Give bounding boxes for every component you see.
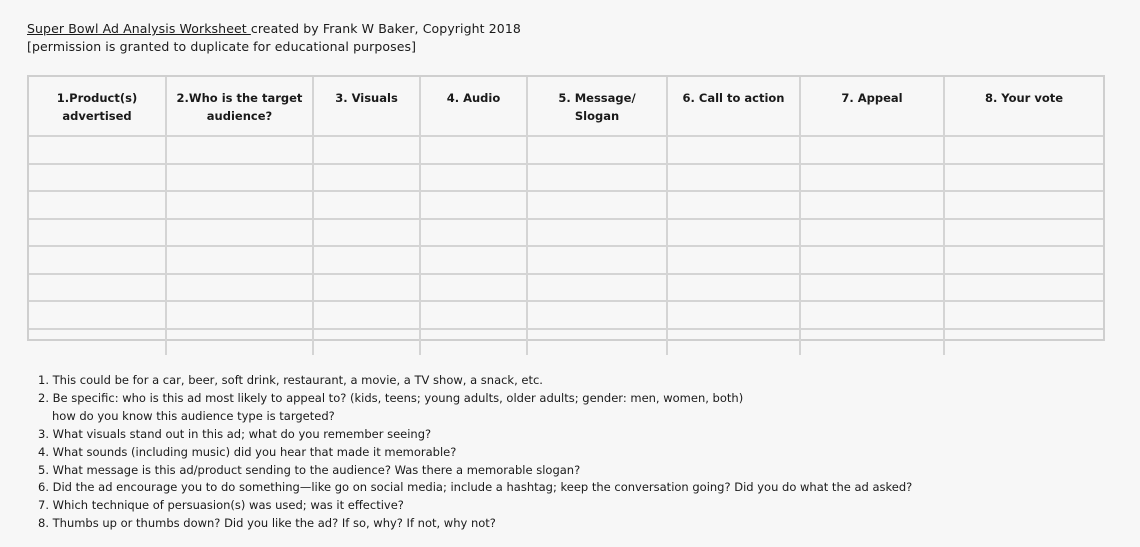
table-cell[interactable]	[944, 301, 1103, 329]
column-header-vote: 8. Your vote	[944, 77, 1103, 136]
table-header-row	[29, 77, 1103, 136]
table-cell[interactable]	[313, 246, 420, 274]
table-cell[interactable]	[29, 246, 166, 274]
table-cell[interactable]	[667, 219, 800, 247]
title-line	[27, 20, 521, 38]
table-cell[interactable]	[166, 274, 313, 302]
worksheet-header	[27, 20, 521, 56]
column-header-visuals: 3. Visuals	[313, 77, 420, 136]
table-cell[interactable]	[944, 274, 1103, 302]
note-item: 6. Did the ad encourage you to do something—like go on social media; include a hashtag; keep the conversation going? Did you do what the ad asked?	[38, 480, 913, 495]
table-row	[29, 274, 1103, 302]
table-cell[interactable]	[420, 136, 527, 164]
table-cell[interactable]	[29, 219, 166, 247]
table-cell[interactable]	[944, 191, 1103, 219]
table-cell[interactable]	[420, 246, 527, 274]
table-cell[interactable]	[420, 219, 527, 247]
table-cell[interactable]	[800, 164, 944, 192]
table-cell[interactable]	[313, 274, 420, 302]
instructions-list	[38, 372, 912, 533]
table-cell[interactable]	[420, 191, 527, 219]
permission-note: [permission is granted to duplicate for educational purposes]	[27, 39, 417, 54]
table-cell[interactable]	[944, 329, 1103, 356]
table-cell[interactable]	[166, 301, 313, 329]
table-cell[interactable]	[166, 136, 313, 164]
note-item: 1. This could be for a car, beer, soft drink, restaurant, a movie, a TV show, a snack, etc.	[38, 373, 543, 387]
table-cell[interactable]	[944, 164, 1103, 192]
table-cell[interactable]	[166, 219, 313, 247]
table-cell[interactable]	[29, 191, 166, 219]
table-row	[29, 329, 1103, 356]
table-cell[interactable]	[313, 136, 420, 164]
table-cell[interactable]	[667, 329, 800, 356]
table-cell[interactable]	[29, 329, 166, 356]
column-header-audience: 2.Who is the target audience?	[166, 77, 313, 136]
table-cell[interactable]	[313, 329, 420, 356]
table-cell[interactable]	[800, 329, 944, 356]
table-cell[interactable]	[944, 219, 1103, 247]
table-cell[interactable]	[800, 301, 944, 329]
table-cell[interactable]	[800, 136, 944, 164]
column-header-appeal: 7. Appeal	[800, 77, 944, 136]
note-item: 4. What sounds (including music) did you hear that made it memorable?	[38, 444, 457, 459]
analysis-table-frame	[27, 75, 1105, 341]
table-cell[interactable]	[166, 246, 313, 274]
table-cell[interactable]	[527, 219, 667, 247]
note-item: 5. What message is this ad/product sending to the audience? Was there a memorable slogan?	[38, 462, 581, 477]
table-cell[interactable]	[166, 191, 313, 219]
table-cell[interactable]	[313, 301, 420, 329]
note-item-continuation: how do you know this audience type is targeted?	[52, 408, 335, 423]
table-cell[interactable]	[527, 191, 667, 219]
table-row	[29, 246, 1103, 274]
table-cell[interactable]	[667, 301, 800, 329]
table-row	[29, 164, 1103, 192]
table-cell[interactable]	[944, 246, 1103, 274]
worksheet-credit: created by Frank W Baker, Copyright 2018	[250, 21, 521, 36]
table-row	[29, 136, 1103, 164]
note-item: 7. Which technique of persuasion(s) was used; was it effective?	[38, 498, 404, 513]
table-cell[interactable]	[667, 136, 800, 164]
table-cell[interactable]	[527, 246, 667, 274]
table-cell[interactable]	[166, 329, 313, 356]
table-cell[interactable]	[420, 301, 527, 329]
table-cell[interactable]	[313, 219, 420, 247]
table-cell[interactable]	[527, 329, 667, 356]
table-cell[interactable]	[420, 274, 527, 302]
table-cell[interactable]	[667, 274, 800, 302]
table-cell[interactable]	[527, 274, 667, 302]
column-header-audio: 4. Audio	[420, 77, 527, 136]
table-cell[interactable]	[29, 274, 166, 302]
column-header-product: 1.Product(s) advertised	[29, 77, 166, 136]
column-header-message: 5. Message/ Slogan	[527, 77, 667, 136]
note-item: 2. Be specific: who is this ad most likely to appeal to? (kids, teens; young adults, older adults; gender: men, women, both)	[38, 390, 744, 405]
table-cell[interactable]	[29, 164, 166, 192]
table-cell[interactable]	[420, 164, 527, 192]
table-cell[interactable]	[800, 191, 944, 219]
column-header-call-to-action: 6. Call to action	[667, 77, 800, 136]
table-cell[interactable]	[800, 246, 944, 274]
table-cell[interactable]	[527, 164, 667, 192]
table-cell[interactable]	[420, 329, 527, 356]
table-cell[interactable]	[667, 246, 800, 274]
table-row	[29, 219, 1103, 247]
table-cell[interactable]	[667, 164, 800, 192]
table-cell[interactable]	[166, 164, 313, 192]
table-cell[interactable]	[800, 274, 944, 302]
table-cell[interactable]	[29, 301, 166, 329]
worksheet-title: Super Bowl Ad Analysis Worksheet	[27, 21, 251, 36]
table-cell[interactable]	[527, 301, 667, 329]
table-cell[interactable]	[800, 219, 944, 247]
note-item: 8. Thumbs up or thumbs down? Did you like the ad? If so, why? If not, why not?	[38, 516, 496, 531]
table-cell[interactable]	[667, 191, 800, 219]
analysis-table	[29, 77, 1103, 355]
table-cell[interactable]	[313, 191, 420, 219]
table-cell[interactable]	[527, 136, 667, 164]
table-row	[29, 301, 1103, 329]
table-row	[29, 191, 1103, 219]
table-cell[interactable]	[313, 164, 420, 192]
note-item: 3. What visuals stand out in this ad; what do you remember seeing?	[38, 426, 432, 441]
table-cell[interactable]	[29, 136, 166, 164]
table-cell[interactable]	[944, 136, 1103, 164]
